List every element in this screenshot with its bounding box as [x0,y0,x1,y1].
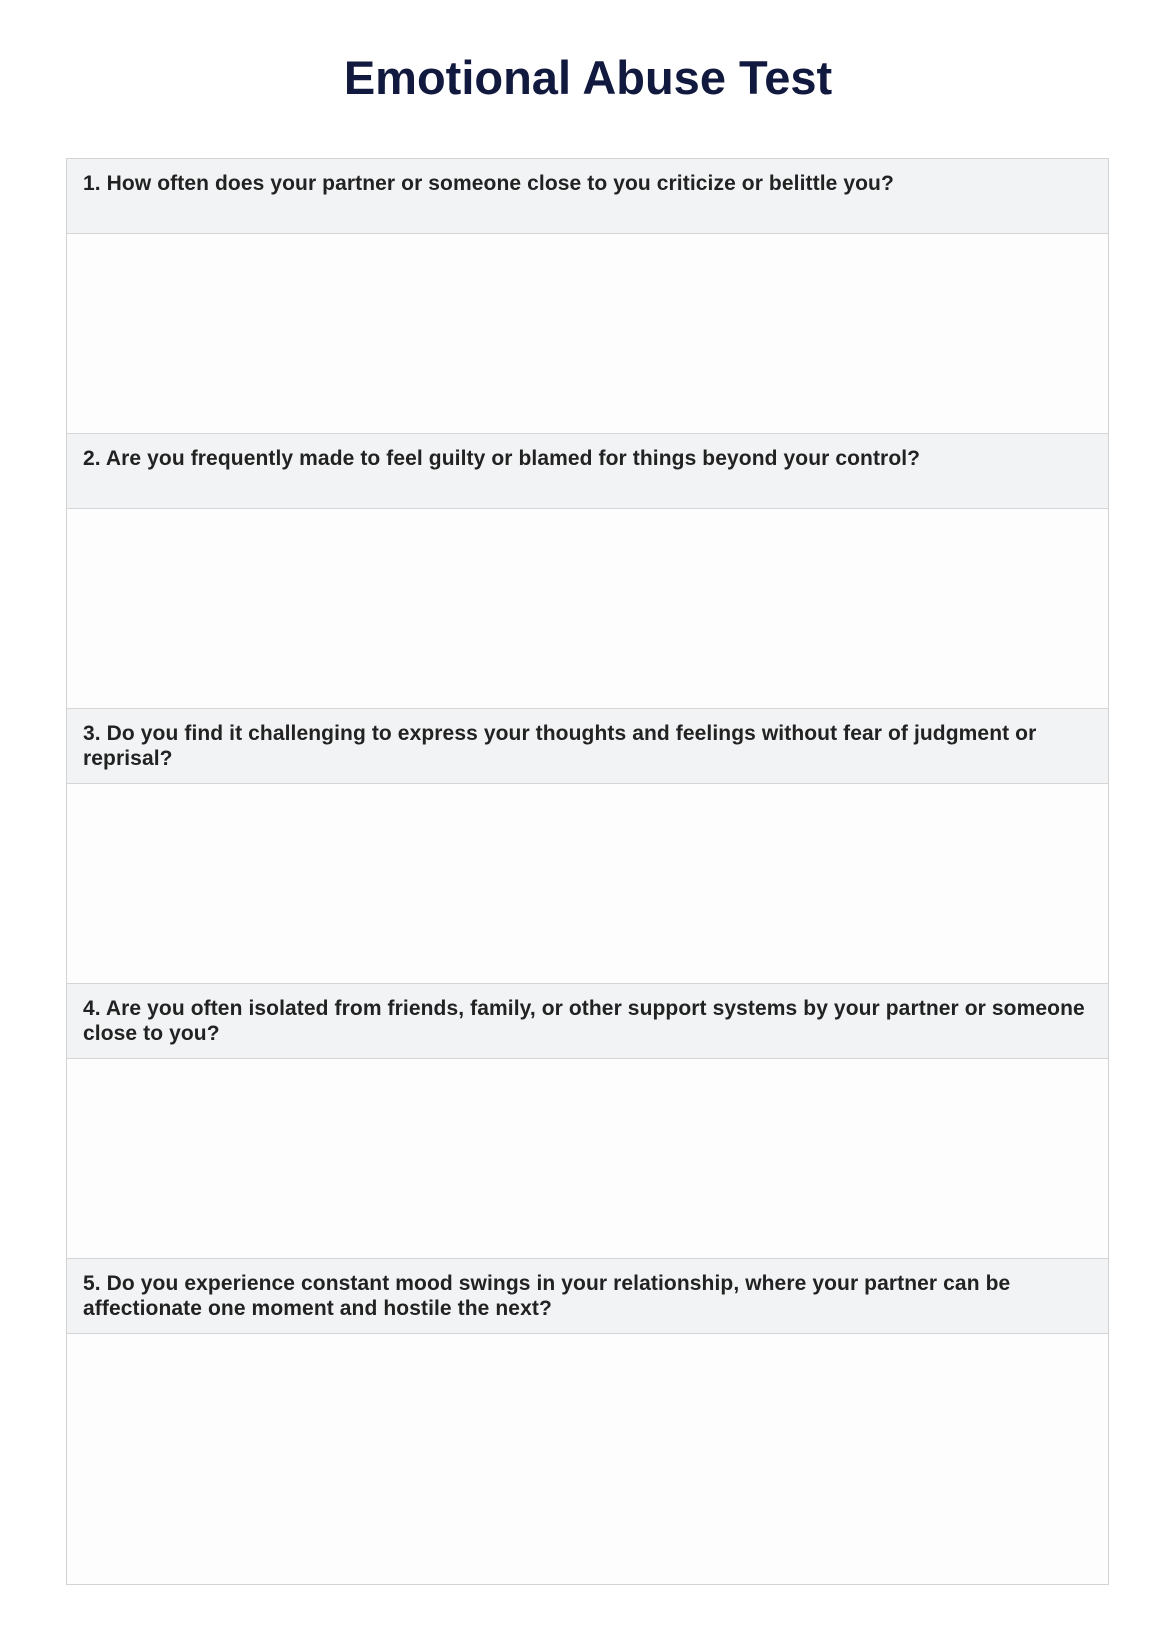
question-text: 1. How often does your partner or someone close to you criticize or belittle you? [67,159,1108,234]
question-text: 5. Do you experience constant mood swings in your relationship, where your partner can be affectionate one moment and hostile the next? [67,1259,1108,1334]
page-title: Emotional Abuse Test [343,51,833,104]
answer-field-3[interactable] [67,784,1108,984]
question-text: 4. Are you often isolated from friends, family, or other support systems by your partner or someone close to you? [67,984,1108,1059]
question-block-3 [67,709,1108,984]
answer-field-1[interactable] [67,234,1108,434]
question-block-1 [67,159,1108,434]
answer-field-5[interactable] [67,1334,1108,1584]
answer-field-4[interactable] [67,1059,1108,1259]
question-block-2 [67,434,1108,709]
question-text: 2. Are you frequently made to feel guilty or blamed for things beyond your control? [67,434,1108,509]
question-text: 3. Do you find it challenging to express your thoughts and feelings without fear of judgment or reprisal? [67,709,1108,784]
question-table [66,158,1109,1585]
question-block-5 [67,1259,1108,1584]
answer-field-2[interactable] [67,509,1108,709]
question-block-4 [67,984,1108,1259]
